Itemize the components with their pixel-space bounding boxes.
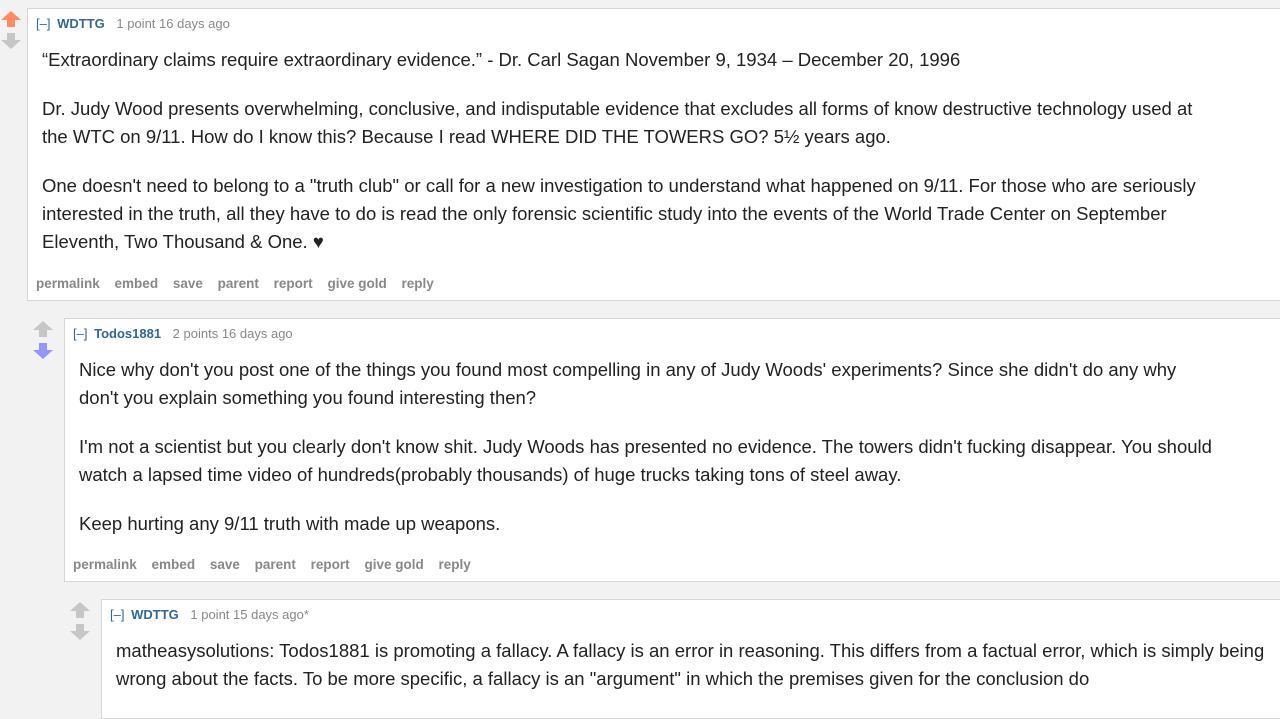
author-link[interactable]: Todos1881 — [94, 326, 162, 341]
embed-button[interactable]: embed — [114, 276, 159, 291]
comment-tagline — [73, 326, 293, 341]
vote-arrows — [69, 601, 91, 645]
comment-1 — [27, 8, 1280, 301]
comment-body — [116, 637, 1280, 693]
save-button[interactable]: save — [172, 276, 203, 291]
comment-tagline — [36, 16, 230, 31]
embed-button[interactable]: embed — [151, 557, 196, 572]
comment-actions — [36, 276, 445, 291]
downvote-arrow-icon[interactable] — [32, 342, 54, 360]
comment-body — [42, 46, 1222, 256]
comment-meta: 1 point 16 days ago — [116, 16, 230, 31]
author-link[interactable]: WDTTG — [57, 16, 105, 31]
vote-arrows — [0, 10, 22, 54]
comment-paragraph: Dr. Judy Wood presents overwhelming, conclusive, and indisputable evidence that excludes all forms of know destructive technology used at the WTC on 9/11. How do I know this? Because I read WHERE DID THE TOWERS GO? 5½ years ago. — [42, 98, 1193, 147]
vote-arrows — [32, 320, 54, 364]
save-button[interactable]: save — [209, 557, 240, 572]
permalink-button[interactable]: permalink — [73, 557, 137, 572]
downvote-arrow-icon[interactable] — [0, 32, 22, 50]
downvote-arrow-icon[interactable] — [69, 623, 91, 641]
comment-2 — [64, 318, 1280, 582]
comment-tagline — [110, 607, 309, 622]
upvote-arrow-icon[interactable] — [69, 601, 91, 619]
reply-button[interactable]: reply — [438, 557, 471, 572]
comment-paragraph: One doesn't need to belong to a "truth club" or call for a new investigation to understand what happened on 9/11. For those who are seriously interested in the truth, all they have to do is read the only forensic scientific study into the events of the World Trade Center on September Eleventh, Two Thousand & One. ♥ — [42, 175, 1196, 252]
parent-button[interactable]: parent — [217, 276, 259, 291]
comment-actions — [73, 557, 482, 572]
comment-paragraph: matheasysolutions: Todos1881 is promoting a fallacy. A fallacy is an error in reasoning. This differs from a factual error, which is simply being wrong about the facts. To be more specific, a fallacy is an "argument" in which the premises given for the conclusion do — [116, 640, 1265, 689]
collapse-toggle[interactable]: [–] — [73, 326, 88, 341]
report-button[interactable]: report — [310, 557, 350, 572]
author-link[interactable]: WDTTG — [131, 607, 179, 622]
collapse-toggle[interactable]: [–] — [36, 16, 51, 31]
permalink-button[interactable]: permalink — [36, 276, 100, 291]
comment-meta: 1 point 15 days ago* — [190, 607, 309, 622]
comment-paragraph: Nice why don't you post one of the things you found most compelling in any of Judy Woods' experiments? Since she didn't do any why don't you explain something you found interesting then? — [79, 359, 1177, 408]
comment-body — [79, 356, 1219, 538]
give-gold-button[interactable]: give gold — [327, 276, 387, 291]
give-gold-button[interactable]: give gold — [364, 557, 424, 572]
parent-button[interactable]: parent — [254, 557, 296, 572]
upvote-arrow-icon[interactable] — [0, 10, 22, 28]
comment-paragraph: Keep hurting any 9/11 truth with made up weapons. — [79, 513, 501, 534]
collapse-toggle[interactable]: [–] — [110, 607, 125, 622]
report-button[interactable]: report — [273, 276, 313, 291]
comment-3 — [101, 599, 1280, 719]
comment-paragraph: “Extraordinary claims require extraordinary evidence.” - Dr. Carl Sagan November 9, 1934 – December 20, 1996 — [42, 49, 961, 70]
upvote-arrow-icon[interactable] — [32, 320, 54, 338]
comment-paragraph: I'm not a scientist but you clearly don't know shit. Judy Woods has presented no evidence. The towers didn't fucking disappear. You should watch a lapsed time video of hundreds(probably thousands) of huge trucks taking tons of steel away. — [79, 436, 1212, 485]
reply-button[interactable]: reply — [401, 276, 434, 291]
comment-meta: 2 points 16 days ago — [172, 326, 293, 341]
